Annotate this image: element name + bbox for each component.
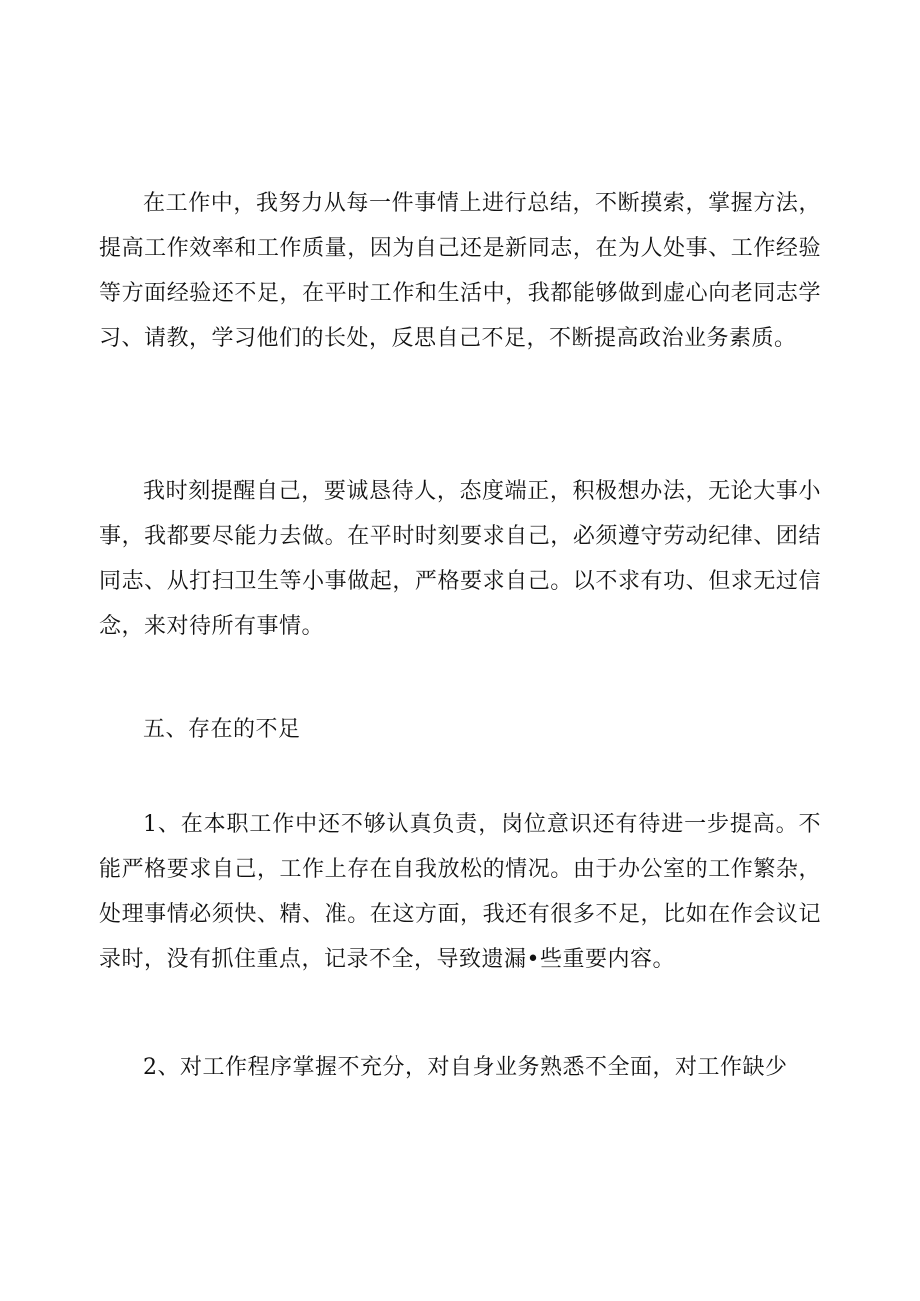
document-page — [99, 0, 821, 1301]
section-heading-shortcomings: 五、存在的不足 — [143, 717, 301, 742]
paragraph-self-discipline: 我时刻提醒自己，要诚恳待人，态度端正，积极想办法，无论大事小事，我都要尽能力去做。在平时时刻要求自己，必须遵守劳动纪律、团结同志、从打扫卫生等小事做起，严格要求自己。以不求有功、但求无过信念，来对待所有事情。 — [99, 479, 821, 639]
paragraph-shortcoming-2: 2、对工作程序掌握不充分，对自身业务熟悉不全面，对工作缺少 — [143, 1055, 788, 1080]
paragraph-shortcoming-1: 1、在本职工作中还不够认真负责，岗位意识还有待进一步提高。不能严格要求自己，工作上存在自我放松的情况。由于办公室的工作繁杂，处理事情必须快、精、准。在这方面，我还有很多不足，比如在作会议记录时，没有抓住重点，记录不全，导致遗漏•些重要内容。 — [99, 812, 821, 972]
paragraph-work-summary: 在工作中，我努力从每一件事情上进行总结，不断摸索，掌握方法，提高工作效率和工作质量，因为自己还是新同志，在为人处事、工作经验等方面经验还不足，在平时工作和生活中，我都能够做到虚心向老同志学习、请教，学习他们的长处，反思自己不足，不断提高政治业务素质。 — [99, 191, 821, 351]
